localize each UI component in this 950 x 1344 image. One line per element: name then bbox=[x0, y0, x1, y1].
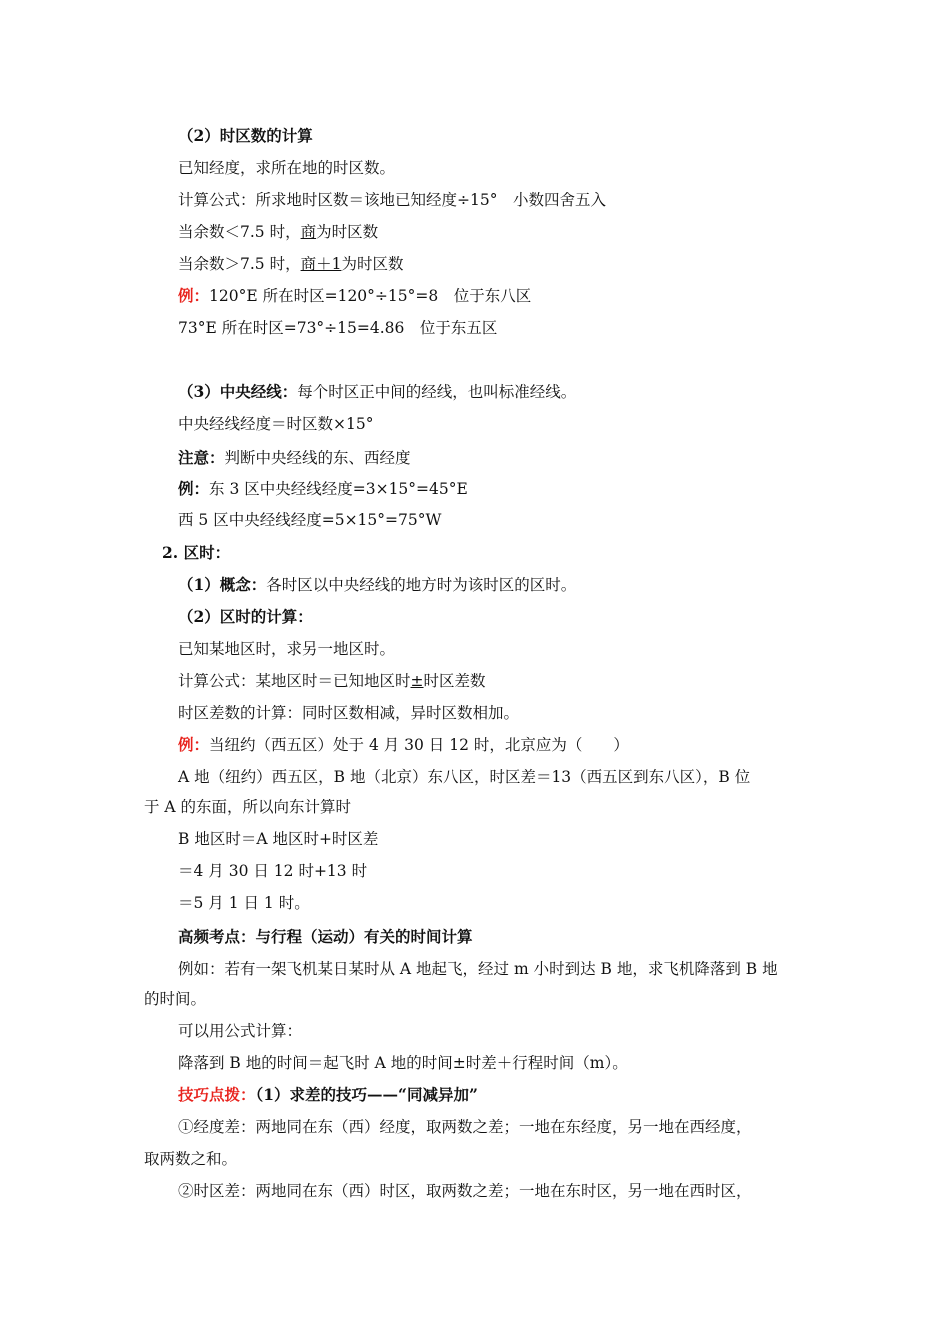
zt-formula-pre: 计算公式：某地区时＝已知地区时 bbox=[178, 672, 411, 690]
zt-intro: 已知某地区时，求另一地区时。 bbox=[178, 640, 396, 658]
zt-example bbox=[178, 735, 629, 755]
text-intro: 已知经度，求所在地的时区数。 bbox=[178, 159, 396, 177]
heading-travel: 高频考点：与行程（运动）有关的时间计算 bbox=[178, 927, 473, 946]
example-1 bbox=[178, 286, 531, 306]
tips-heading-text: （1）求差的技巧——“同减异加” bbox=[255, 1085, 478, 1104]
concept bbox=[178, 575, 576, 595]
rule-2-post: 为时区数 bbox=[341, 255, 404, 273]
tips-item-1a: ①经度差：两地同在东（西）经度，取两数之差；一地在东经度，另一地在西经度， bbox=[178, 1118, 752, 1136]
tips-item-1b: 取两数之和。 bbox=[144, 1150, 238, 1168]
zt-solution-3: B 地区时＝A 地区时+时区差 bbox=[178, 830, 379, 848]
note-text: 判断中央经线的东、西经度 bbox=[224, 449, 411, 467]
example-2: 73°E 所在时区=73°÷15=4.86 位于东五区 bbox=[178, 319, 498, 337]
example-label: 例： bbox=[178, 286, 210, 305]
text-rule-1 bbox=[178, 222, 378, 242]
rule-1-pre: 当余数＜7.5 时， bbox=[178, 223, 301, 241]
zt-solution-2: 于 A 的东面，所以向东计算时 bbox=[144, 798, 352, 816]
text-formula: 计算公式：所求地时区数＝该地已知经度÷15° 小数四舍五入 bbox=[178, 191, 606, 209]
travel-p2: 的时间。 bbox=[144, 990, 207, 1008]
tips-label: 技巧点拨： bbox=[178, 1085, 256, 1104]
concept-text: 各时区以中央经线的地方时为该时区的区时。 bbox=[266, 576, 577, 594]
zt-example-label: 例： bbox=[178, 735, 210, 754]
central-meridian-text: 每个时区正中间的经线，也叫标准经线。 bbox=[297, 383, 577, 401]
travel-p3: 可以用公式计算： bbox=[178, 1022, 303, 1040]
note bbox=[178, 448, 411, 468]
rule-1-post: 为时区数 bbox=[316, 223, 379, 241]
concept-label: （1）概念： bbox=[178, 575, 267, 594]
note-label: 注意： bbox=[178, 448, 225, 467]
text-rule-2 bbox=[178, 254, 403, 274]
zt-diff: 时区差数的计算：同时区数相减，异时区数相加。 bbox=[178, 704, 520, 722]
travel-p4: 降落到 B 地的时间＝起飞时 A 地的时间±时差＋行程时间（m）。 bbox=[178, 1054, 628, 1072]
heading-timezone-calc: （2）时区数的计算 bbox=[178, 126, 313, 145]
travel-p1: 例如：若有一架飞机某日某时从 A 地起飞，经过 m 小时到达 B 地，求飞机降落到 B 地 bbox=[178, 960, 778, 978]
central-meridian-formula: 中央经线经度＝时区数×15° bbox=[178, 415, 374, 433]
tips-heading bbox=[178, 1085, 478, 1105]
rule-2-pre: 当余数＞7.5 时， bbox=[178, 255, 301, 273]
cm-example-1 bbox=[178, 479, 468, 499]
zt-formula-underlined: ± bbox=[410, 672, 424, 690]
heading-zone-time-calc: （2）区时的计算： bbox=[178, 607, 313, 626]
cm-example-1-text: 东 3 区中央经线经度=3×15°=45°E bbox=[209, 480, 468, 498]
heading-zone-time: 2. 区时： bbox=[162, 543, 231, 562]
cm-example-2: 西 5 区中央经线经度=5×15°=75°W bbox=[178, 511, 442, 529]
central-meridian-label: （3）中央经线： bbox=[178, 382, 298, 401]
central-meridian-heading bbox=[178, 382, 576, 402]
tips-item-2a: ②时区差：两地同在东（西）时区，取两数之差；一地在东时区，另一地在西时区， bbox=[178, 1182, 752, 1200]
rule-2-underlined: 商＋1 bbox=[300, 255, 342, 273]
zt-solution-5: ＝5 月 1 日 1 时。 bbox=[178, 894, 310, 912]
zt-example-text: 当纽约（西五区）处于 4 月 30 日 12 时，北京应为（ ） bbox=[209, 736, 629, 754]
rule-1-underlined: 商 bbox=[300, 223, 317, 241]
zt-solution-1: A 地（纽约）西五区，B 地（北京）东八区，时区差＝13（西五区到东八区），B 位 bbox=[178, 768, 751, 786]
zt-solution-4: ＝4 月 30 日 12 时+13 时 bbox=[178, 862, 368, 880]
zt-formula-post: 时区差数 bbox=[423, 672, 486, 690]
cm-example-label: 例： bbox=[178, 479, 210, 498]
zt-formula bbox=[178, 671, 486, 691]
example-1-text: 120°E 所在时区=120°÷15°=8 位于东八区 bbox=[209, 287, 532, 305]
